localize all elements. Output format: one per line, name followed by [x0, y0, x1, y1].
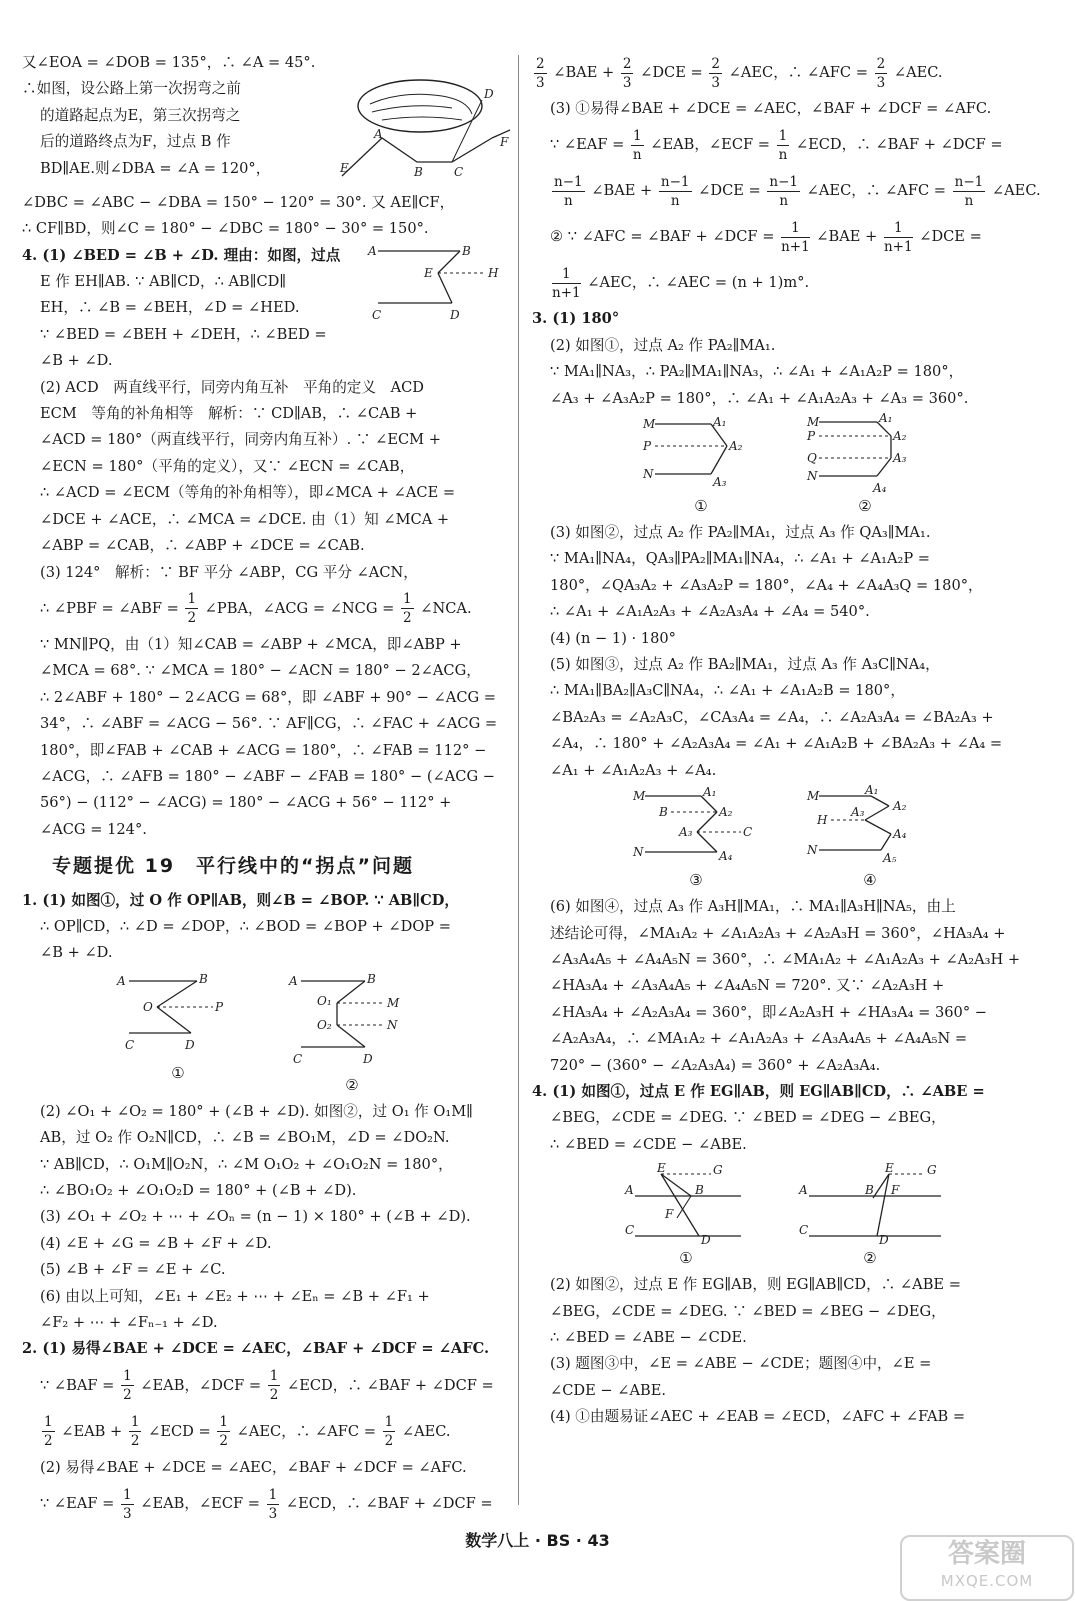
fig-label: H	[817, 813, 828, 828]
fig-label: E	[424, 265, 433, 280]
text-line: (2) 如图①，过点 A₂ 作 PA₂∥MA₁.	[550, 336, 776, 354]
text-line: 4. (1) 如图①，过点 E 作 EG∥AB，则 EG∥AB∥CD，∴ ∠ABE =	[532, 1082, 985, 1100]
fraction: $\frac{2}{3}$	[711, 55, 720, 91]
figure-caption: ②	[345, 1075, 359, 1094]
figure-caption: ②	[863, 1249, 877, 1268]
fraction: $\frac{1}{3}$	[268, 1486, 278, 1522]
figure-1	[113, 971, 243, 1095]
text-line: (3) ∠O₁ + ∠O₂ + ⋯ + ∠Oₙ = (n − 1) × 180° + (∠B + ∠D).	[40, 1208, 471, 1226]
fraction: $\frac{1}{2}$	[219, 1414, 228, 1450]
fraction: $\frac{1}{2}$	[44, 1414, 53, 1450]
fig-label: C	[799, 1223, 809, 1238]
text-line: ∴ ∠ACD = ∠ECM（等角的补角相等），即∠MCA + ∠ACE =	[40, 484, 456, 502]
fig-label: A₄	[873, 481, 887, 496]
fig-label: E	[340, 161, 349, 176]
text-line: BD∥AE.则∠DBA = ∠A = 120°，	[40, 159, 271, 177]
text-line: (5) 如图③，过点 A₂ 作 BA₂∥MA₁，过点 A₃ 作 A₃C∥NA₄，	[550, 656, 940, 674]
fraction: $\frac{1}{n+1}$	[883, 219, 913, 255]
fraction: $\frac{1}{2}$	[403, 591, 412, 627]
text-line: ∠A₄，∴ 180° + ∠A₂A₃A₄ = ∠A₁ + ∠A₁A₂B + ∠BA₂A₃ + ∠A₄ =	[550, 735, 1003, 753]
text-line: 述结论可得，∠MA₁A₂ + ∠A₁A₂A₃ + ∠A₂A₃H = 360°，∠HA₃A₄ +	[550, 924, 1006, 942]
text-line: ∠A₂A₃A₄，∴ ∠MA₁A₂ + ∠A₁A₂A₃ + ∠A₃A₄A₅ + ∠A₄A₅N =	[550, 1030, 968, 1048]
figure-caption: ③	[689, 871, 703, 890]
figure-caption: ①	[679, 1249, 693, 1268]
fraction: $\frac{2}{3}$	[876, 55, 886, 91]
watermark-url: MXQE.COM	[940, 1572, 1034, 1590]
fig-label: D	[363, 1051, 373, 1066]
fig-label: A₃	[679, 825, 693, 840]
fig-label: D	[185, 1037, 195, 1052]
fraction: $\frac{2}{3}$	[536, 55, 545, 91]
text-line: ∠ECN = 180°（平角的定义），又∵ ∠ECN = ∠CAB，	[40, 457, 415, 475]
fraction: $\frac{1}{n}$	[778, 127, 788, 163]
fig-label: A₄	[719, 849, 733, 864]
fig-label: A₂	[719, 805, 733, 820]
fig-label: P	[215, 999, 224, 1014]
figure-caption: ①	[171, 1063, 185, 1082]
text-line: 4. (1) ∠BED = ∠B + ∠D. 理由：如图，过点	[22, 246, 341, 264]
fig-label: Q	[807, 451, 817, 466]
text-line: 180°，即∠FAB + ∠CAB + ∠ACG = 180°，∴ ∠FAB = 112° −	[40, 741, 487, 759]
fig-label: A	[289, 973, 298, 988]
fraction: $\frac{1}{3}$	[122, 1486, 132, 1522]
text-line: ∠B + ∠D.	[40, 352, 113, 370]
figure-4	[805, 783, 935, 890]
fraction: $\frac{n-1}{n}$	[660, 173, 690, 209]
text-line: (4) ①由题易证∠AEC + ∠EAB = ∠ECD，∠AFC + ∠FAB =	[550, 1408, 966, 1426]
fig-label: N	[807, 843, 818, 858]
text-line: (4) ∠E + ∠G = ∠B + ∠F + ∠D.	[40, 1234, 272, 1252]
text-line: ∠A₁ + ∠A₁A₂A₃ + ∠A₄.	[550, 761, 717, 779]
text-line: ∴ 2∠ABF + 180° − 2∠ACG = 68°，即 ∠ABF + 90° − ∠ACG =	[40, 688, 497, 706]
fig-label: D	[879, 1233, 889, 1248]
figure-row-q1	[22, 971, 508, 1095]
text-line: ∠DCE + ∠ACE，∴ ∠MCA = ∠DCE. 由（1）知 ∠MCA +	[40, 510, 450, 528]
fig-label: D	[701, 1233, 711, 1248]
q4-part1	[22, 243, 508, 375]
fig-label: E	[657, 1161, 666, 1176]
fig-label: O₁	[317, 993, 332, 1008]
fig-label: A₁	[865, 783, 879, 798]
fraction: $\frac{n-1}{n}$	[554, 173, 583, 209]
figure-1	[621, 1162, 751, 1268]
fraction: $\frac{1}{2}$	[187, 591, 197, 627]
fig-label: O₂	[317, 1017, 332, 1032]
fig-label: B	[199, 971, 208, 986]
text-line: (3) 题图③中，∠E = ∠ABE − ∠CDE；题图④中，∠E =	[550, 1355, 932, 1373]
text-line: (2) ∠O₁ + ∠O₂ = 180° + (∠B + ∠D). 如图②，过 O₁ 作 O₁M∥	[40, 1102, 473, 1120]
text-line: 的道路起点为E，第三次拐弯之	[40, 106, 241, 124]
road-solution	[22, 76, 508, 189]
watermark-logo	[900, 1535, 1074, 1601]
fig-label: E	[885, 1161, 894, 1176]
figure-2	[805, 411, 925, 516]
fig-label: O	[143, 999, 153, 1014]
fig-label: B	[414, 165, 423, 180]
fig-label: N	[633, 845, 644, 860]
text-line: ∵ AB∥CD，∴ O₁M∥O₂N，∴ ∠M O₁O₂ + ∠O₁O₂N = 180°，	[40, 1155, 453, 1173]
fig-label: G	[713, 1163, 723, 1178]
fig-label: A₂	[729, 439, 743, 454]
fig-label: A	[799, 1183, 808, 1198]
fig-label: N	[807, 469, 818, 484]
fraction: $\frac{1}{2}$	[384, 1414, 394, 1450]
text-line: ECM 等角的补角相等 解析：∵ CD∥AB，∴ ∠CAB +	[40, 405, 418, 423]
text-line: (2) ACD 两直线平行，同旁内角互补 平角的定义 ACD	[40, 378, 424, 396]
lake-road-figure	[342, 76, 512, 189]
text-line: 1. (1) 如图①，过 O 作 OP∥AB，则∠B = ∠BOP. ∵ AB∥CD，	[22, 891, 459, 909]
fig-label: M	[643, 417, 656, 432]
fraction: $\frac{1}{2}$	[123, 1368, 132, 1404]
figure-row-q3b	[532, 783, 1034, 890]
text-line: ∠MCA = 68°. ∵ ∠MCA = 180° − ∠ACN = 180° − 2∠ACG，	[40, 662, 481, 680]
text-line: ∵ MA₁∥NA₃，∴ PA₂∥MA₁∥NA₃，∴ ∠A₁ + ∠A₁A₂P = 180°，	[550, 363, 964, 381]
fig-label: M	[387, 995, 400, 1010]
text-line: ∴ ∠BED = ∠CDE − ∠ABE.	[550, 1135, 747, 1153]
fig-label: A₂	[893, 799, 907, 814]
text-line: ∠ACG，∴ ∠AFB = 180° − ∠ABF − ∠FAB = 180° − (∠ACG −	[40, 767, 495, 785]
fraction: $\frac{1}{n}$	[632, 127, 642, 163]
figure-1	[641, 416, 761, 516]
text-line: ∠ACG = 124°.	[40, 820, 147, 838]
fig-label: M	[633, 789, 646, 804]
fig-label: G	[927, 1163, 937, 1178]
fig-label: M	[807, 789, 820, 804]
text-line: 34°，∴ ∠ABF = ∠ACG − 56°. ∵ AF∥CG，∴ ∠FAC + ∠ACG =	[40, 715, 498, 733]
text-line: ∴ OP∥CD，∴ ∠D = ∠DOP，∴ ∠BOD = ∠BOP + ∠DOP =	[40, 917, 451, 935]
text-line: ∴如图，设公路上第一次拐弯之前	[22, 80, 241, 98]
text-line: AB，过 O₂ 作 O₂N∥CD，∴ ∠B = ∠BO₁M，∠D = ∠DO₂N.	[40, 1129, 450, 1147]
text-line: 180°，∠QA₃A₂ + ∠A₃A₂P = 180°，∠A₄ + ∠A₄A₃Q = 180°，	[550, 576, 983, 594]
fig-label: P	[807, 429, 816, 444]
formula-line: ∵ ∠EAF = $\frac{1}{3}$ ∠EAB，∠ECF = $\frac{1}{3}$ ∠ECD，∴ ∠BAF + ∠DCF =	[40, 1486, 493, 1522]
ebh-figure	[368, 243, 508, 342]
text-line: ∵ MN∥PQ，由（1）知∠CAB = ∠ABP + ∠MCA，即∠ABP +	[40, 635, 462, 653]
fig-label: B	[695, 1183, 704, 1198]
text-line: ∠B + ∠D.	[40, 944, 113, 962]
fig-label: P	[643, 439, 652, 454]
fig-label: C	[743, 825, 753, 840]
text-line: 后的道路终点为F，过点 B 作	[40, 133, 231, 151]
fraction: $\frac{2}{3}$	[622, 55, 632, 91]
fig-label: A₃	[893, 451, 907, 466]
fraction: $\frac{1}{2}$	[130, 1414, 140, 1450]
text-line: ∠F₂ + ⋯ + ∠Fₙ₋₁ + ∠D.	[40, 1314, 218, 1332]
fig-label: A₃	[713, 475, 727, 490]
text-line: ∠ABP = ∠CAB，∴ ∠ABP + ∠DCE = ∠CAB.	[40, 537, 365, 555]
fraction: $\frac{n-1}{n}$	[954, 173, 984, 209]
text-line: 720° − (360° − ∠A₂A₃A₄) = 360° + ∠A₂A₃A₄.	[550, 1056, 881, 1074]
text-line: ∠BA₂A₃ = ∠A₂A₃C，∠CA₃A₄ = ∠A₄，∴ ∠A₂A₃A₄ = ∠BA₂A₃ +	[550, 708, 994, 726]
formula-line: ② ∵ ∠AFC = ∠BAF + ∠DCF = $\frac{1}{n+1}$ ∠BAE + $\frac{1}{n+1}$ ∠DCE =	[550, 219, 982, 255]
fig-label: B	[865, 1183, 874, 1198]
figure-caption: ①	[694, 497, 708, 516]
fig-label: F	[665, 1207, 674, 1222]
formula-line: $\frac{n-1}{n}$ ∠BAE + $\frac{n-1}{n}$ ∠DCE = $\frac{n-1}{n}$ ∠AEC，∴ ∠AFC = $\frac{n-1}{n}$ ∠AEC.	[554, 173, 1041, 209]
text-line: E 作 EH∥AB. ∵ AB∥CD，∴ AB∥CD∥	[40, 273, 287, 291]
fig-label: C	[454, 165, 464, 180]
text-line: ∠BEG，∠CDE = ∠DEG. ∵ ∠BED = ∠DEG − ∠BEG，	[550, 1109, 946, 1127]
figure-2	[795, 1162, 945, 1268]
text-line: 2. (1) 易得∠BAE + ∠DCE = ∠AEC，∠BAF + ∠DCF = ∠AFC.	[22, 1340, 490, 1358]
fig-label: F	[891, 1183, 900, 1198]
text-line: ∴ CF∥BD，则∠C = 180° − ∠DBC = 180° − 30° = 150°.	[22, 220, 429, 238]
text-line: 3. (1) 180°	[532, 310, 620, 328]
fig-label: F	[500, 135, 509, 150]
text-line: (2) 如图②，过点 E 作 EG∥AB，则 EG∥AB∥CD，∴ ∠ABE =	[550, 1276, 961, 1294]
text-line: EH，∴ ∠B = ∠BEH，∠D = ∠HED.	[40, 299, 300, 317]
figure-caption: ②	[858, 497, 872, 516]
fig-label: A	[625, 1183, 634, 1198]
fraction: $\frac{1}{n+1}$	[552, 265, 581, 301]
figure-2	[287, 971, 417, 1095]
fig-label: C	[625, 1223, 635, 1238]
fig-label: N	[387, 1017, 398, 1032]
fig-label: D	[484, 87, 494, 102]
text-line: ∠A₃ + ∠A₃A₂P = 180°，∴ ∠A₁ + ∠A₁A₂A₃ + ∠A₃ = 360°.	[550, 389, 969, 407]
fig-label: B	[367, 971, 376, 986]
fig-label: D	[450, 307, 460, 322]
left-column	[22, 50, 508, 1527]
fraction: $\frac{1}{2}$	[269, 1368, 279, 1404]
text-line: ∠HA₃A₄ + ∠A₃A₄A₅ + ∠A₄A₅N = 720°. 又∵ ∠A₂A₃H +	[550, 977, 945, 995]
figure-caption: ④	[863, 871, 877, 890]
fig-label: C	[372, 307, 382, 322]
fig-label: A₁	[703, 785, 717, 800]
fraction: $\frac{1}{n+1}$	[781, 219, 810, 255]
right-column	[532, 50, 1041, 1431]
text-line: (3) 如图②，过点 A₂ 作 PA₂∥MA₁，过点 A₃ 作 QA₃∥MA₁.	[550, 524, 931, 542]
text-line: ∠DBC = ∠ABC − ∠DBA = 150° − 120° = 30°. 又 AE∥CF，	[22, 193, 455, 211]
fig-label: A₁	[879, 411, 893, 426]
text-line: 56°) − (112° − ∠ACG) = 180° − ∠ACG + 56° − 112° +	[40, 794, 452, 812]
fig-label: A₄	[893, 827, 907, 842]
text-line: ∵ ∠BED = ∠BEH + ∠DEH，∴ ∠BED =	[40, 325, 327, 343]
text-line: (3) 124° 解析：∵ BF 平分 ∠ABP，CG 平分 ∠ACN，	[40, 563, 418, 581]
fraction: $\frac{n-1}{n}$	[769, 173, 799, 209]
watermark-text: 答案圈	[947, 1539, 1026, 1569]
formula-line: $\frac{1}{n+1}$ ∠AEC，∴ ∠AEC = (n + 1)m°.	[552, 265, 810, 301]
text-line: ∴ ∠A₁ + ∠A₁A₂A₃ + ∠A₂A₃A₄ + ∠A₄ = 540°.	[550, 603, 870, 621]
fig-label: B	[462, 243, 471, 258]
text-line: (6) 如图④，过点 A₃ 作 A₃H∥MA₁，∴ MA₁∥A₃H∥NA₅，由上	[550, 898, 956, 916]
text-line: ∠HA₃A₄ + ∠A₂A₃A₄ = 360°，即∠A₂A₃H + ∠HA₃A₄ = 360° −	[550, 1003, 987, 1021]
text-line: (5) ∠B + ∠F = ∠E + ∠C.	[40, 1261, 226, 1279]
text-line: (4) (n − 1) · 180°	[550, 629, 676, 647]
figure-row-q4	[532, 1162, 1034, 1268]
text-line: ∴ ∠BED = ∠ABE − ∠CDE.	[550, 1328, 747, 1346]
fig-label: A₅	[883, 851, 897, 866]
text-line: ∠ACD = 180°（两直线平行，同旁内角互补）. ∵ ∠ECM +	[40, 431, 441, 449]
fig-label: A₂	[893, 429, 907, 444]
fig-label: C	[293, 1051, 303, 1066]
page-footer: 数学八上 · BS · 43	[465, 1531, 610, 1550]
column-divider	[518, 55, 519, 1505]
text-line: ∵ MA₁∥NA₄，QA₃∥PA₂∥MA₁∥NA₄，∴ ∠A₁ + ∠A₁A₂P =	[550, 550, 931, 568]
formula-line: $\frac{2}{3}$ ∠BAE + $\frac{2}{3}$ ∠DCE = $\frac{2}{3}$ ∠AEC，∴ ∠AFC = $\frac{2}{3}$ ∠AEC.	[536, 55, 943, 91]
text-line: (6) 由以上可知，∠E₁ + ∠E₂ + ⋯ + ∠Eₙ = ∠B + ∠F₁ +	[40, 1287, 430, 1305]
figure-row-q3a	[532, 411, 1034, 516]
text-line: 又∠EOA = ∠DOB = 135°，∴ ∠A = 45°.	[22, 54, 316, 71]
formula-line: $\frac{1}{2}$ ∠EAB + $\frac{1}{2}$ ∠ECD = $\frac{1}{2}$ ∠AEC，∴ ∠AFC = $\frac{1}{2}$ ∠AEC.	[44, 1414, 451, 1450]
text-line: ∠A₃A₄A₅ + ∠A₄A₅N = 360°，∴ ∠MA₁A₂ + ∠A₁A₂A₃ + ∠A₂A₃H +	[550, 950, 1021, 968]
fig-label: M	[807, 415, 820, 430]
text-line: ∠CDE − ∠ABE.	[550, 1381, 667, 1399]
section-title: 专题提优 19 平行线中的“拐点”问题	[52, 855, 415, 878]
formula-line: ∵ ∠BAF = $\frac{1}{2}$ ∠EAB，∠DCF = $\frac{1}{2}$ ∠ECD，∴ ∠BAF + ∠DCF =	[40, 1368, 494, 1404]
formula-line: ∵ ∠EAF = $\frac{1}{n}$ ∠EAB，∠ECF = $\frac{1}{n}$ ∠ECD，∴ ∠BAF + ∠DCF =	[550, 127, 1003, 163]
fig-label: N	[643, 467, 654, 482]
text-line: ∠BEG，∠CDE = ∠DEG. ∵ ∠BED = ∠BEG − ∠DEG，	[550, 1302, 946, 1320]
fig-label: C	[125, 1037, 135, 1052]
fig-label: A₃	[851, 805, 865, 820]
figure-3	[631, 785, 761, 890]
fig-label: B	[659, 805, 668, 820]
text-line: ∴ ∠BO₁O₂ + ∠O₁O₂D = 180° + (∠B + ∠D).	[40, 1182, 357, 1199]
formula-line: ∴ ∠PBF = ∠ABF = $\frac{1}{2}$ ∠PBA，∠ACG = ∠NCG = $\frac{1}{2}$ ∠NCA.	[40, 591, 472, 627]
fig-label: A	[117, 973, 126, 988]
fig-label: H	[488, 265, 499, 280]
fig-label: A	[374, 127, 383, 142]
fig-label: A	[368, 243, 377, 258]
text-line: (2) 易得∠BAE + ∠DCE = ∠AEC，∠BAF + ∠DCF = ∠AFC.	[40, 1458, 467, 1476]
fig-label: A₁	[713, 415, 727, 430]
text-line: (3) ①易得∠BAE + ∠DCE = ∠AEC，∠BAF + ∠DCF = ∠AFC.	[550, 100, 992, 117]
text-line: ∴ MA₁∥BA₂∥A₃C∥NA₄，∴ ∠A₁ + ∠A₁A₂B = 180°，	[550, 682, 905, 700]
